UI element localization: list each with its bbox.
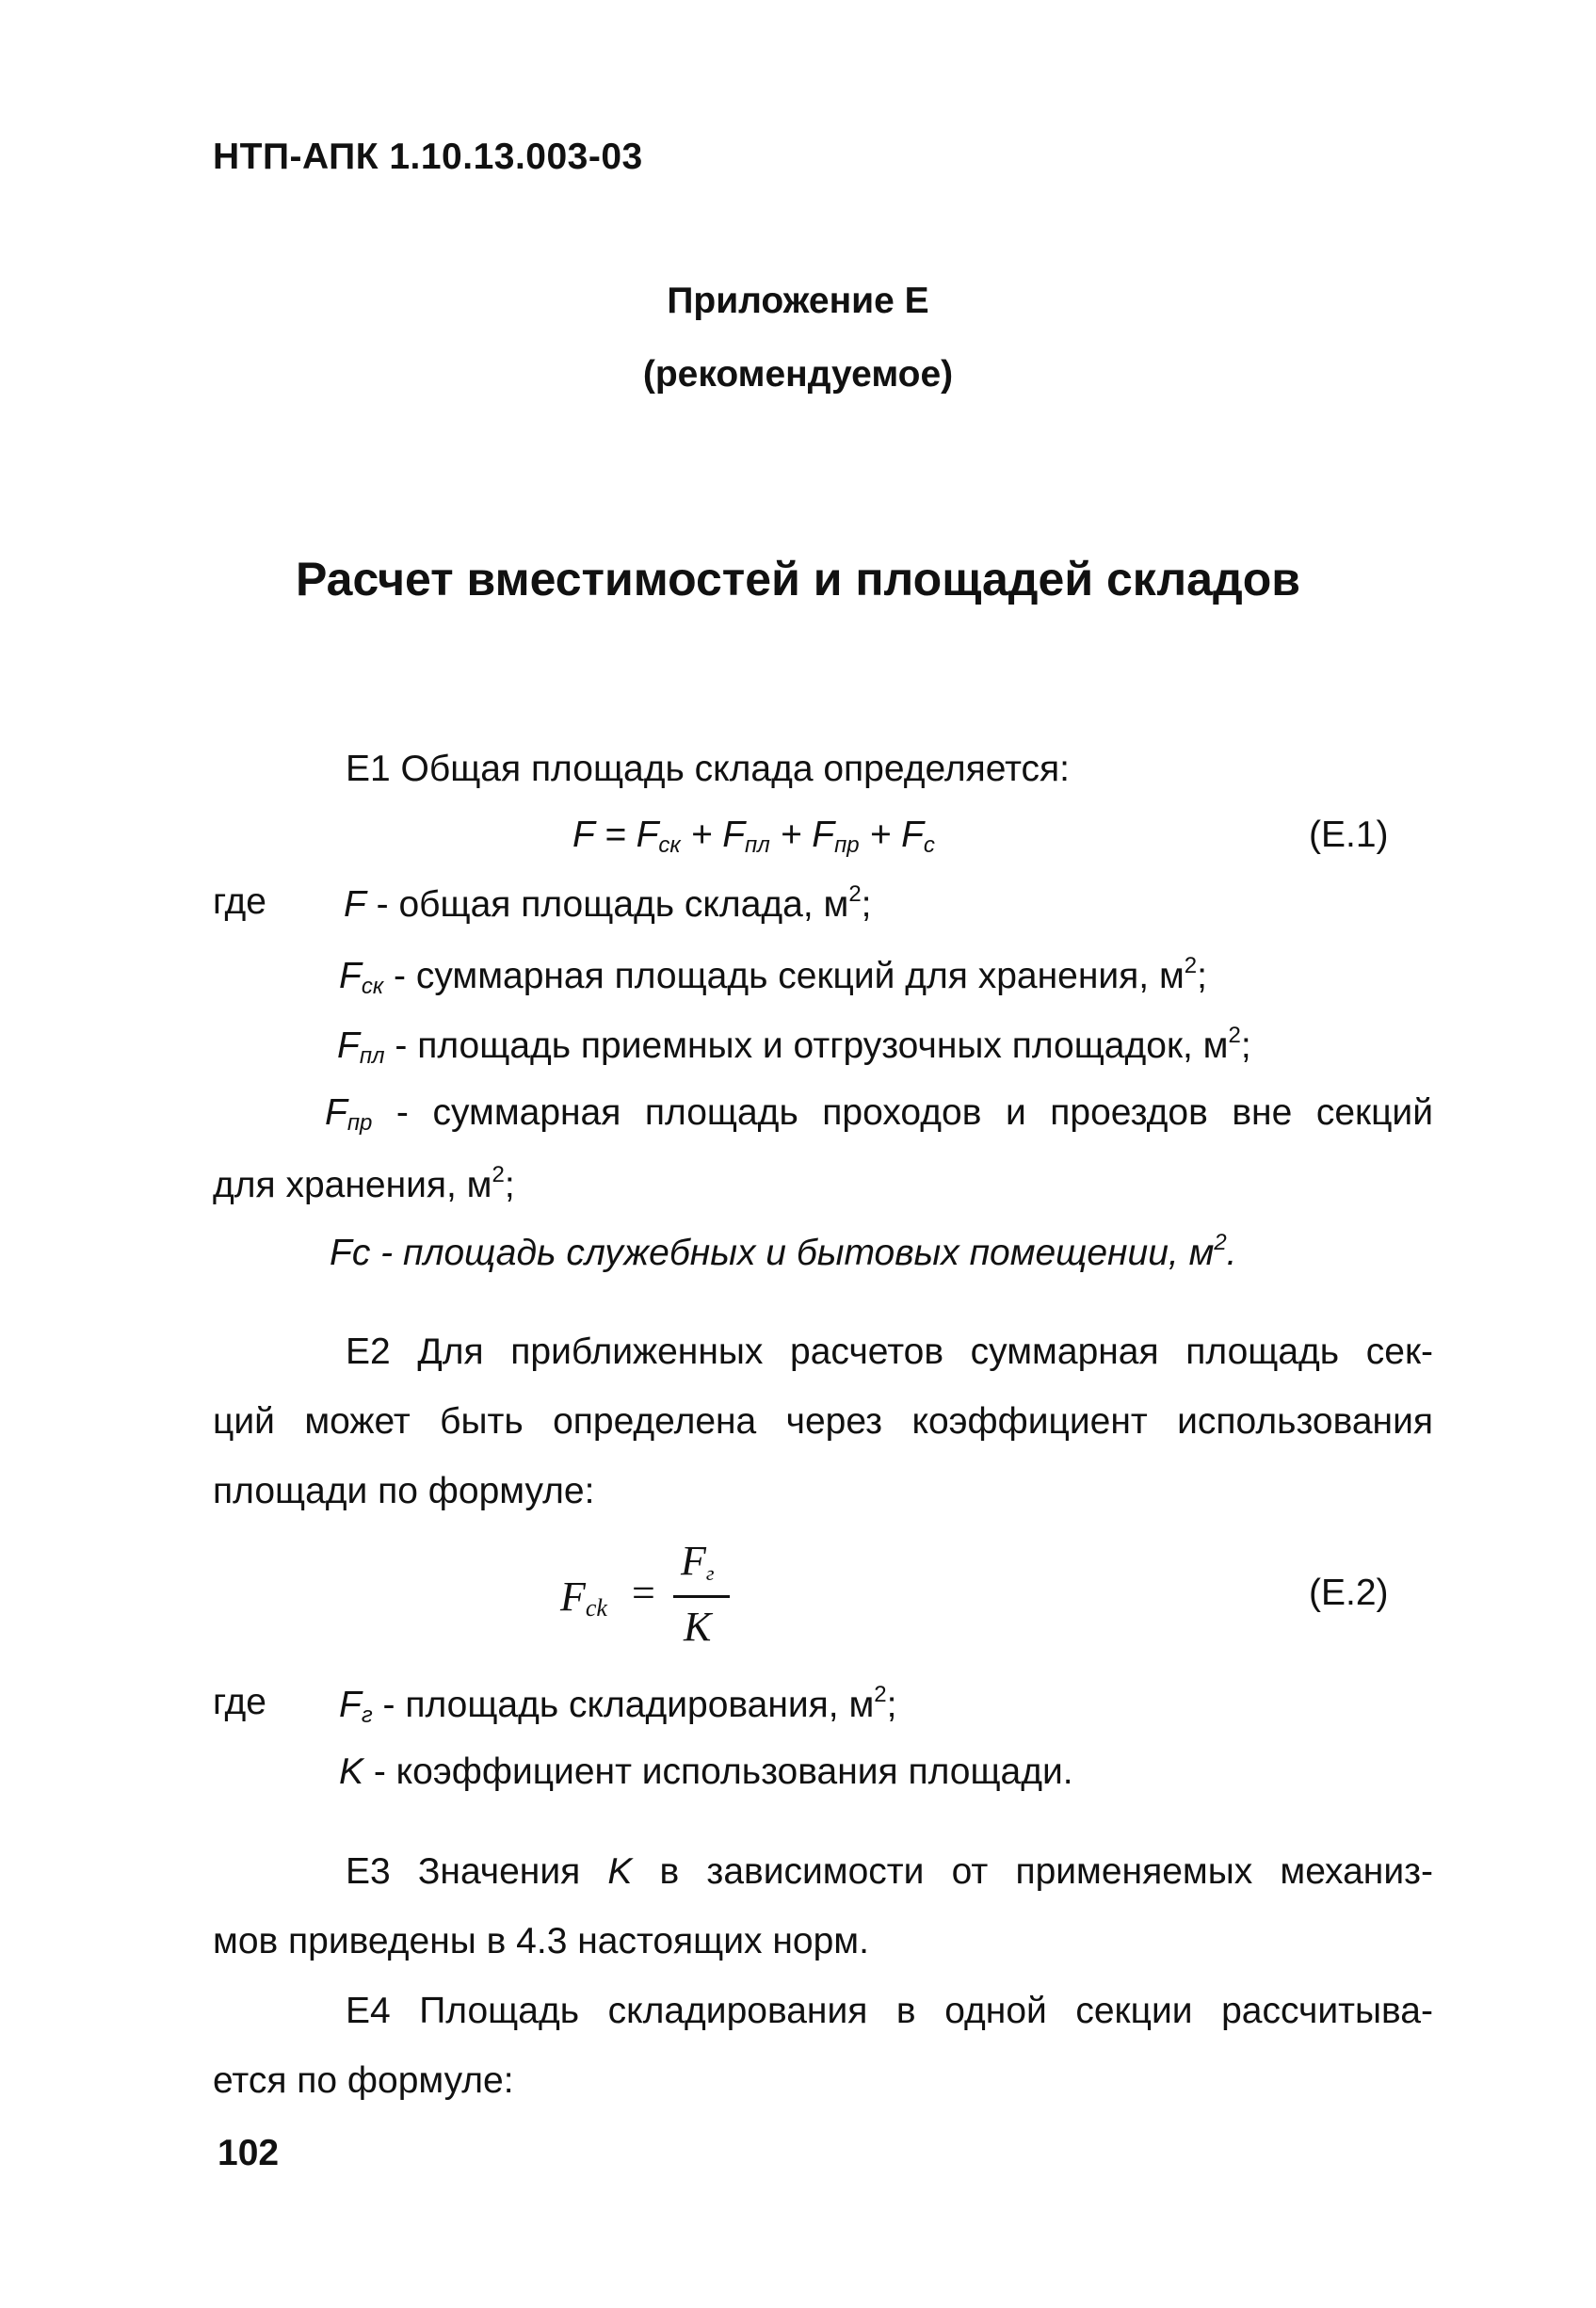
- formula-e2: [560, 1537, 749, 1669]
- formula-e2-numerator: $F_г$: [681, 1538, 715, 1585]
- appendix-label: Приложение Е: [667, 281, 929, 321]
- equation-number-e2: (Е.2): [1309, 1573, 1389, 1613]
- appendix-status: (рекомендуемое): [642, 354, 954, 395]
- page-number: 102: [218, 2133, 280, 2173]
- e3-line-1: Е3 Значения K в зависимости от применяемых механиз-: [346, 1851, 1433, 1892]
- formula-e1: $F = F_{ск} + F_{пл} + F_{пр} + F_с$: [572, 815, 935, 858]
- e3-line-2: мов приведены в 4.3 настоящих норм.: [213, 1921, 869, 1961]
- where-label-e2: где: [213, 1682, 266, 1722]
- formula-e2-denominator: K: [684, 1604, 712, 1650]
- definition-Fpr: $F_{пр}$ - суммарная площадь проходов и проездов вне секций: [325, 1092, 1433, 1136]
- equation-number-e1: (Е.1): [1309, 815, 1389, 855]
- e4-line-2: ется по формуле:: [213, 2060, 514, 2101]
- e2-line-1: Е2 Для приближенных расчетов суммарная площадь сек-: [346, 1332, 1433, 1372]
- definition-F: F - общая площадь склада, $м^2$;: [344, 881, 872, 925]
- definition-Fg: $F_г$ - площадь складирования, $м^2$;: [339, 1682, 897, 1728]
- e2-line-3: площади по формуле:: [213, 1471, 595, 1511]
- document-code: НТП-АПК 1.10.13.003-03: [213, 137, 643, 177]
- definition-Fpr-continued: для хранения, $м^2$;: [213, 1162, 515, 1205]
- fraction-bar: [673, 1595, 730, 1598]
- definition-Fsk: $F_{ск}$ - суммарная площадь секций для хранения, $м^2$;: [339, 953, 1207, 999]
- e2-line-2: ций может быть определена через коэффициент использования: [213, 1401, 1433, 1442]
- definition-K: K - коэффициент использования площади.: [339, 1751, 1073, 1792]
- appendix-title: Расчет вместимостей и площадей складов: [295, 553, 1301, 605]
- formula-e2-lhs: $F_{ck}$: [560, 1574, 607, 1622]
- definition-Fc: Fс - площадь служебных и бытовых помещении, $м^2$.: [330, 1230, 1237, 1273]
- formula-e2-equals: =: [632, 1570, 655, 1616]
- e4-line-1: Е4 Площадь складирования в одной секции рассчитыва-: [346, 1991, 1433, 2031]
- definition-Fpl: $F_{пл}$ - площадь приемных и отгрузочных площадок, $м^2$;: [337, 1023, 1251, 1069]
- e1-text: Е1 Общая площадь склада определяется:: [346, 749, 1070, 789]
- where-label-e1: где: [213, 881, 266, 922]
